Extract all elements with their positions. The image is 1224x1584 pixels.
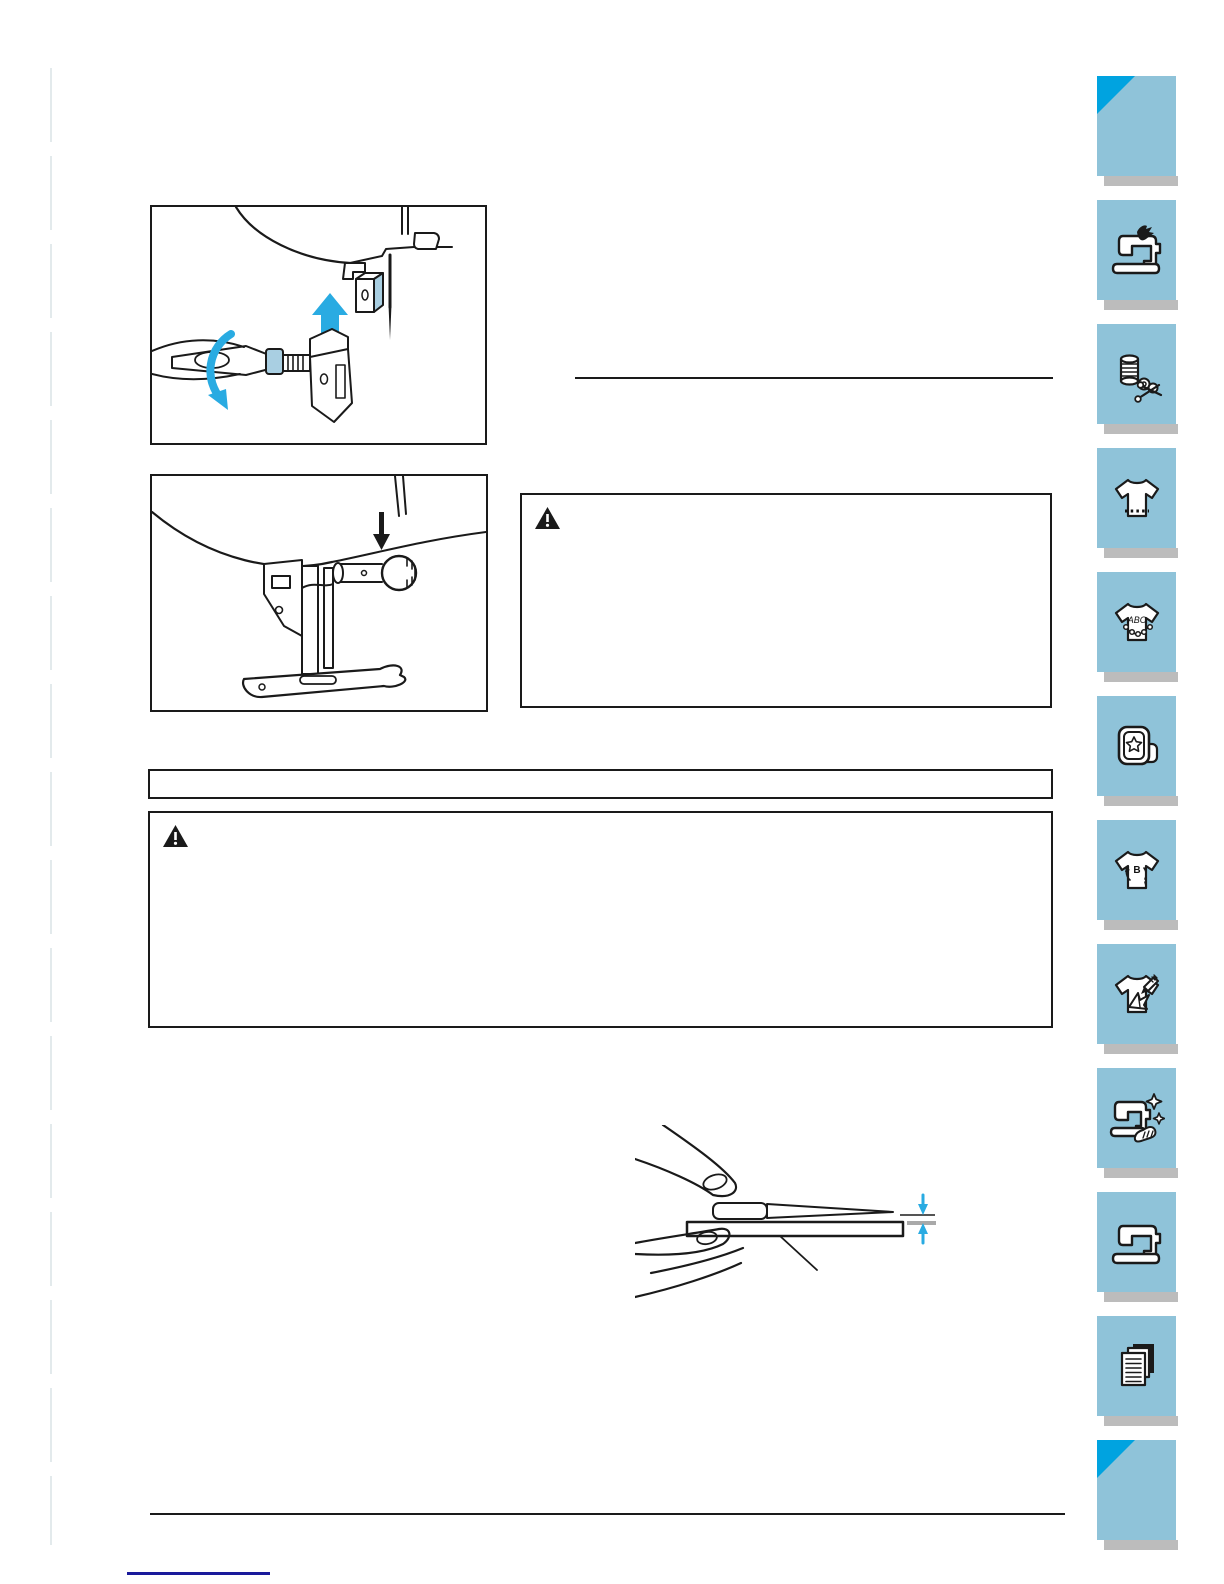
needle-clamp-assembly [310, 329, 352, 422]
sidebar-tab-maintenance [1097, 1068, 1176, 1168]
thread-spool-scissors-icon [1109, 344, 1165, 404]
sidebar-tab-corner-top [1097, 76, 1176, 176]
needle-clamp-block [356, 273, 383, 312]
sidebar-tab-machine-basics [1097, 200, 1176, 300]
down-arrow [373, 512, 390, 550]
machine-maintenance-icon [1109, 1088, 1165, 1148]
sidebar-tab-corner-bottom [1097, 1440, 1176, 1540]
needle-bar-bracket [264, 560, 333, 674]
footer-rule [150, 1513, 1065, 1515]
sidebar-tab-embroidery [1097, 696, 1176, 796]
folded-corner [1097, 1440, 1135, 1478]
presser-foot-thumb-screw [333, 556, 416, 590]
shirt-character-edit-icon [1109, 840, 1165, 900]
embroidery-hoop-star-icon [1109, 716, 1165, 776]
sidebar-tab-appendix [1097, 1316, 1176, 1416]
icon-letter-b: B [1132, 865, 1141, 876]
section-rule [575, 377, 1053, 379]
needle [389, 255, 392, 340]
warning-triangle-icon [534, 506, 561, 530]
up-arrow [312, 293, 348, 335]
machine-belly [152, 476, 486, 566]
shirt-custom-design-icon [1109, 964, 1165, 1024]
footer-navy-mark [127, 1572, 270, 1575]
caution-box-lower [148, 811, 1053, 1028]
sidebar-tab-thread-preparation [1097, 324, 1176, 424]
note-bar [148, 769, 1053, 799]
figure-needle-clamp-screw-removal [150, 205, 487, 445]
folded-corner [1097, 76, 1135, 114]
figure-presser-foot [150, 474, 488, 712]
sewing-machine-icon [1109, 1212, 1165, 1272]
lower-fingers [635, 1229, 743, 1297]
presser-foot-illustration [152, 476, 486, 710]
sidebar-tab-sewing [1097, 448, 1176, 548]
needle-on-plate [687, 1203, 903, 1270]
documents-icon [1109, 1336, 1165, 1396]
needle-clamp-illustration [152, 207, 485, 443]
shirt-embroidery-lettering-icon [1109, 592, 1165, 652]
machine-head [236, 207, 452, 279]
sidebar-tab-machine [1097, 1192, 1176, 1292]
presser-foot-sole [243, 665, 405, 697]
left-margin-dashed-line [50, 68, 52, 1545]
gap-measurement [900, 1195, 936, 1243]
sidebar-tab-custom-design [1097, 944, 1176, 1044]
sidebar-tab-character-edit [1097, 820, 1176, 920]
upper-finger [635, 1125, 736, 1196]
caution-box-upper [520, 493, 1052, 708]
sidebar-tab-embroidery-lettering [1097, 572, 1176, 672]
icon-letters-abc: ABC [1127, 615, 1146, 625]
sewing-machine-hand-icon [1109, 220, 1165, 280]
figure-needle-flatness-check [635, 1125, 965, 1330]
shirt-dotted-hem-icon [1109, 468, 1165, 528]
screwdriver-and-hand [152, 340, 310, 379]
warning-triangle-icon [162, 824, 189, 848]
